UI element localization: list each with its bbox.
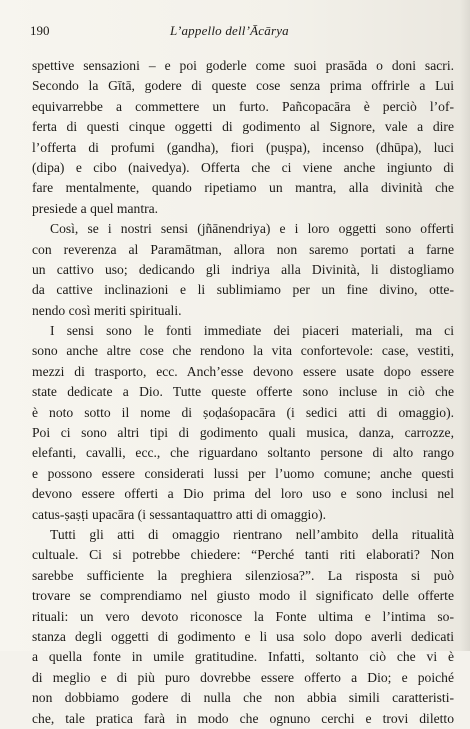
text-line: elefanti, cavalli, ecc., che riguardano soltanto persone di alto rango <box>32 445 454 461</box>
text-line: cultuale. Ci si potrebbe chiedere: “Perché tanti riti elaborati? Non <box>32 547 454 563</box>
text-line: I sensi sono le fonti immediate dei piaceri materiali, ma ci <box>50 323 454 339</box>
text-line: da cattive inclinazioni e li sublimiamo per un fine divino, otte- <box>32 282 454 298</box>
text-line: l’offerta di profumi (gandha), fiori (puṣpa), incenso (dhūpa), luci <box>32 139 454 155</box>
text-line: con reverenza al Paramātman, allora non saremo portati a farne <box>32 241 454 257</box>
text-line: è noto sotto il nome di ṣoḍaśopacāra (i sedici atti di omaggio). <box>32 404 454 420</box>
text-line: Poi ci sono altri tipi di godimento quali musica, danza, carrozze, <box>32 425 454 441</box>
text-line: un cattivo uso; dedicando gli indriya alla Divinità, li distogliamo <box>32 261 454 277</box>
text-line: fare mentalmente, quando ripetiamo un mantra, alla divinità che <box>32 180 454 196</box>
text-line: spettive sensazioni – e poi goderle come suoi prasāda o doni sacri. <box>32 58 454 73</box>
page-number: 190 <box>30 23 50 38</box>
text-line: a quella fonte in umile gratitudine. Infatti, soltanto ciò che vi è <box>32 649 454 665</box>
text-line: Tutti gli atti di omaggio rientrano nell’ambito della ritualità <box>50 526 454 542</box>
body-text <box>32 56 454 729</box>
text-line: non dobbiamo godere di nulla che non abbia simili caratteristi- <box>32 690 454 706</box>
text-line: sono anche altre cose che rendono la vita confortevole: case, vestiti, <box>32 343 454 359</box>
text-line: catus-ṣaṣṭi upacāra (i sessantaquattro atti di omaggio). <box>32 506 327 522</box>
text-line: (dipa) e cibo (naivedya). Offerta che ci viene anche ingiunto di <box>32 159 454 175</box>
text-line: stanza degli oggetti di godimento e li usa solo dopo averli dedicati <box>32 628 454 644</box>
page-edge-shadow <box>460 0 470 651</box>
text-line: state dedicate a Dio. Tutte queste offerte sono incluse in ciò che <box>32 384 454 400</box>
text-line: equivarrebbe a commettere un furto. Pañcopacāra è perciò l’of- <box>32 98 454 114</box>
running-title: L’appello dell’Ācārya <box>170 23 289 38</box>
text-line: ferta di questi cinque oggetti di godimento al Signore, vale a dire <box>32 119 454 135</box>
text-line: sarebbe sufficiente la preghiera silenziosa?”. La risposta si può <box>32 567 454 583</box>
text-line: mezzi di trasporto, ecc. Anch’esse devono essere usate dopo essere <box>32 363 454 379</box>
text-line: Secondo la Gītā, godere di queste cose senza prima offrirle a Lui <box>32 78 454 94</box>
text-line: che, tale pratica farà in modo che ognuno cerchi e trovi diletto <box>32 710 454 726</box>
text-line: Così, se i nostri sensi (jñānendriya) e i loro oggetti sono offerti <box>50 221 454 237</box>
text-line: devono essere offerti a Dio prima del loro uso e sono inclusi nel <box>32 486 454 502</box>
text-line: e possono essere considerati lussi per l’uomo comune; anche questi <box>32 465 454 481</box>
text-line: rituali: un vero devoto riconosce la Fonte ultima e l’intima so- <box>32 608 454 624</box>
text-line: nendo così meriti spirituali. <box>32 302 182 318</box>
text-line: trovare se comprendiamo nel giusto modo il significato delle offerte <box>32 588 454 604</box>
text-line: di meglio e di più puro dovrebbe essere offerto a Dio; e poiché <box>32 669 454 685</box>
text-line: presiede a quel mantra. <box>32 200 159 216</box>
page-header <box>30 23 450 41</box>
